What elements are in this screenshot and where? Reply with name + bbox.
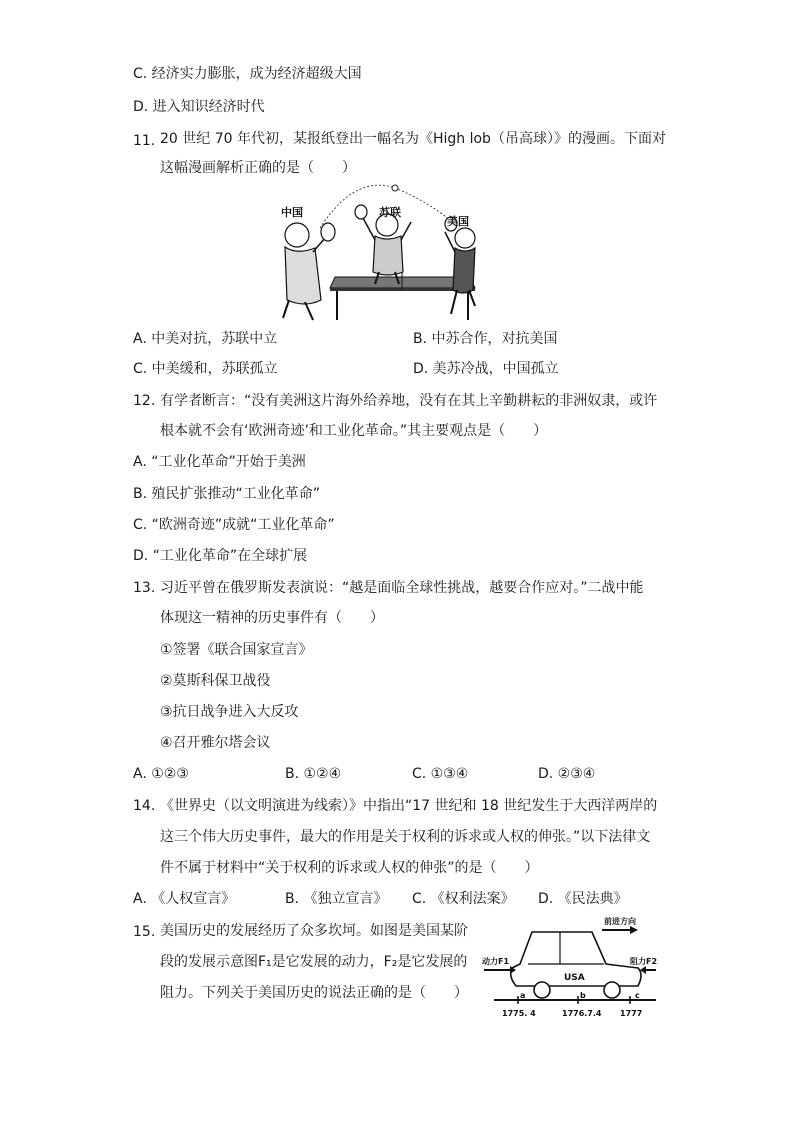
q13-item-4: ④召开雅尔塔会议 <box>160 735 271 751</box>
q10-option-c: C. 经济实力膨胀，成为经济超级大国 <box>133 66 362 82</box>
q13-option-c: C. ①③④ <box>412 766 469 782</box>
q13-option-a: A. ①②③ <box>133 766 189 782</box>
timeline-date-a: 1775. 4 <box>502 1009 536 1018</box>
q13-item-2: ②莫斯科保卫战役 <box>160 673 271 689</box>
q12-number: 12. <box>133 393 156 409</box>
timeline-mark-b: b <box>580 991 586 1000</box>
q14-stem-line3: 件不属于材料中“关于权利的诉求或人权的伸张”的是（ ） <box>160 860 539 876</box>
q14-stem-line2: 这三个伟大历史事件，最大的作用是关于权利的诉求或人权的伸张。”以下法律文 <box>160 829 651 845</box>
q12-stem-line1: 有学者断言：“没有美洲这片海外给养地，没有在其上辛勤耕耘的非洲奴隶，或许 <box>160 393 658 409</box>
q13-stem-line1: 习近平曾在俄罗斯发表演说：“越是面临全球性挑战，越要合作应对。”二战中能 <box>160 580 644 596</box>
q12-stem-line2: 根本就不会有‘欧洲奇迹’和工业化革命。”其主要观点是（ ） <box>160 423 548 439</box>
force2-label: 阻力F2 <box>630 957 658 966</box>
timeline-mark-a: a <box>520 991 526 1000</box>
q13-option-b: B. ①②④ <box>285 766 342 782</box>
direction-label: 前进方向 <box>604 917 636 926</box>
q14-option-c: C. 《权利法案》 <box>412 891 515 907</box>
label-usa: 美国 <box>447 215 469 228</box>
label-ussr: 苏联 <box>379 206 401 219</box>
q11-option-b: B. 中苏合作，对抗美国 <box>413 331 558 347</box>
q15-stem-line2: 段的发展示意图F₁是它发展的动力，F₂是它发展的 <box>160 954 468 970</box>
q11-option-c: C. 中美缓和，苏联孤立 <box>133 361 278 377</box>
q12-option-a: A. “工业化革命”开始于美洲 <box>133 454 306 470</box>
q13-stem-line2: 体现这一精神的历史事件有（ ） <box>160 610 384 626</box>
timeline-date-c: 1777 <box>620 1009 643 1018</box>
q12-option-d: D. “工业化革命”在全球扩展 <box>133 548 308 564</box>
q12-option-b: B. 殖民扩张推动“工业化革命” <box>133 486 321 502</box>
q12-option-c: C. “欧洲奇迹”成就“工业化革命” <box>133 517 335 533</box>
q10-option-d: D. 进入知识经济时代 <box>133 99 265 115</box>
timeline-mark-c: c <box>635 991 640 1000</box>
timeline-date-b: 1776.7.4 <box>562 1009 602 1018</box>
q15-stem-line1: 美国历史的发展经历了众多坎坷。如图是美国某阶 <box>160 923 468 939</box>
ping-pong-cartoon <box>275 180 480 322</box>
q15-stem-line3: 阻力。下列关于美国历史的说法正确的是（ ） <box>160 985 468 1001</box>
q13-option-d: D. ②③④ <box>538 766 596 782</box>
q14-number: 14. <box>133 798 156 814</box>
q11-stem-line1: 20 世纪 70 年代初，某报纸登出一幅名为《High lob（吊高球）》的漫画。下面对 <box>160 131 666 147</box>
q11-stem-line2: 这幅漫画解析正确的是（ ） <box>160 160 356 176</box>
car-label: USA <box>564 973 585 983</box>
q13-number: 13. <box>133 580 156 596</box>
force1-label: 动力F1 <box>482 957 510 966</box>
q11-number: 11. <box>133 133 156 149</box>
q14-option-b: B. 《独立宣言》 <box>285 891 388 907</box>
label-china: 中国 <box>281 206 303 219</box>
q14-option-a: A. 《人权宣言》 <box>133 891 236 907</box>
q14-option-d: D. 《民法典》 <box>538 891 628 907</box>
q11-option-d: D. 美苏冷战，中国孤立 <box>413 361 559 377</box>
usa-development-diagram <box>480 912 660 1020</box>
q15-number: 15. <box>133 924 156 940</box>
q14-stem-line1: 《世界史（以文明演进为线索）》中指出“17 世纪和 18 世纪发生于大西洋两岸的 <box>160 798 658 814</box>
q13-item-1: ①签署《联合国家宣言》 <box>160 642 313 658</box>
q11-option-a: A. 中美对抗，苏联中立 <box>133 331 278 347</box>
q13-item-3: ③抗日战争进入大反攻 <box>160 704 299 720</box>
